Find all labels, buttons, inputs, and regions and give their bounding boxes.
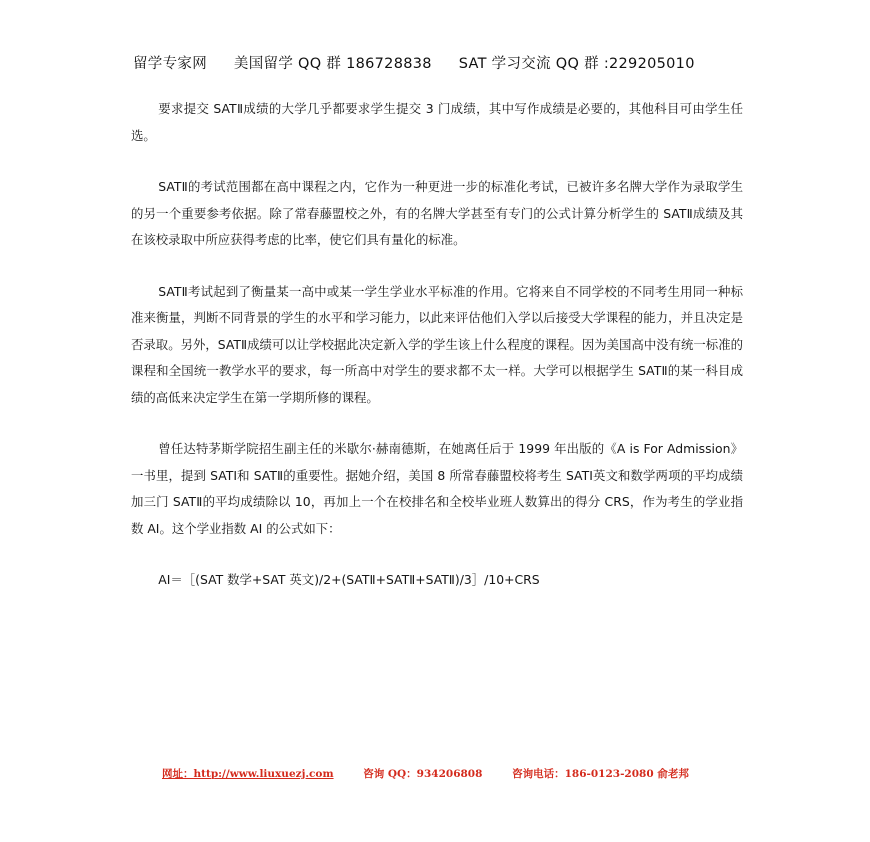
footer-qq: 咨询 QQ：934206808 (363, 768, 483, 780)
paragraph-1: 要求提交 SATⅡ成绩的大学几乎都要求学生提交 3 门成绩，其中写作成绩是必要的，其他科目可由学生任选。 (131, 101, 743, 143)
footer-phone: 咨询电话：186-0123-2080 俞老邦 (512, 768, 689, 780)
header-us-qq-group: 美国留学 QQ 群 186728838 (233, 56, 432, 72)
header-sat-qq-group: SAT 学习交流 QQ 群 :229205010 (458, 56, 695, 72)
paragraph-4: 曾任达特茅斯学院招生副主任的米歇尔·赫南德斯，在她离任后于 1999 年出版的《A is For Admission》一书里，提到 SATⅠ和 SATⅡ的重要性。据她介绍，美国 8 所常春藤盟校将考生 SATⅠ英文和数学两项的平均成绩加三门 SATⅡ的平均成绩除以 10，再加上一个在校排名和全校毕业班人数算出的得分 CRS，作为考生的学业指数 AI。这个学业指数 AI 的公式如下： (131, 441, 743, 536)
page-footer (162, 766, 762, 781)
footer-website-link[interactable]: 网址：http://www.liuxuezj.com (162, 768, 334, 780)
paragraph-3: SATⅡ考试起到了衡量某一高中或某一学生学业水平标准的作用。它将来自不同学校的不同考生用同一种标准来衡量，判断不同背景的学生的水平和学习能力，以此来评估他们入学以后接受大学课程的能力，并且决定是否录取。另外，SATⅡ成绩可以让学校据此决定新入学的学生该上什么程度的课程。因为美国高中没有统一标准的课程和全国统一教学水平的要求，每一所高中对学生的要求都不太一样。大学可以根据学生 SATⅡ的某一科目成绩的高低来决定学生在第一学期所修的课程。 (131, 283, 743, 405)
article-body (131, 96, 743, 594)
paragraph-2: SATⅡ的考试范围都在高中课程之内，它作为一种更进一步的标准化考试，已被许多名牌大学作为录取学生的另一个重要参考依据。除了常春藤盟校之外，有的名牌大学甚至有专门的公式计算分析学生的 SATⅡ成绩及其在该校录取中所应获得考虑的比率，使它们具有量化的标准。 (131, 179, 743, 247)
page-header (133, 52, 753, 73)
header-site-name: 留学专家网 (133, 56, 207, 72)
ai-formula: AI＝［(SAT 数学+SAT 英文)/2+(SATⅡ+SATⅡ+SATⅡ)/3］/10+CRS (158, 572, 540, 587)
